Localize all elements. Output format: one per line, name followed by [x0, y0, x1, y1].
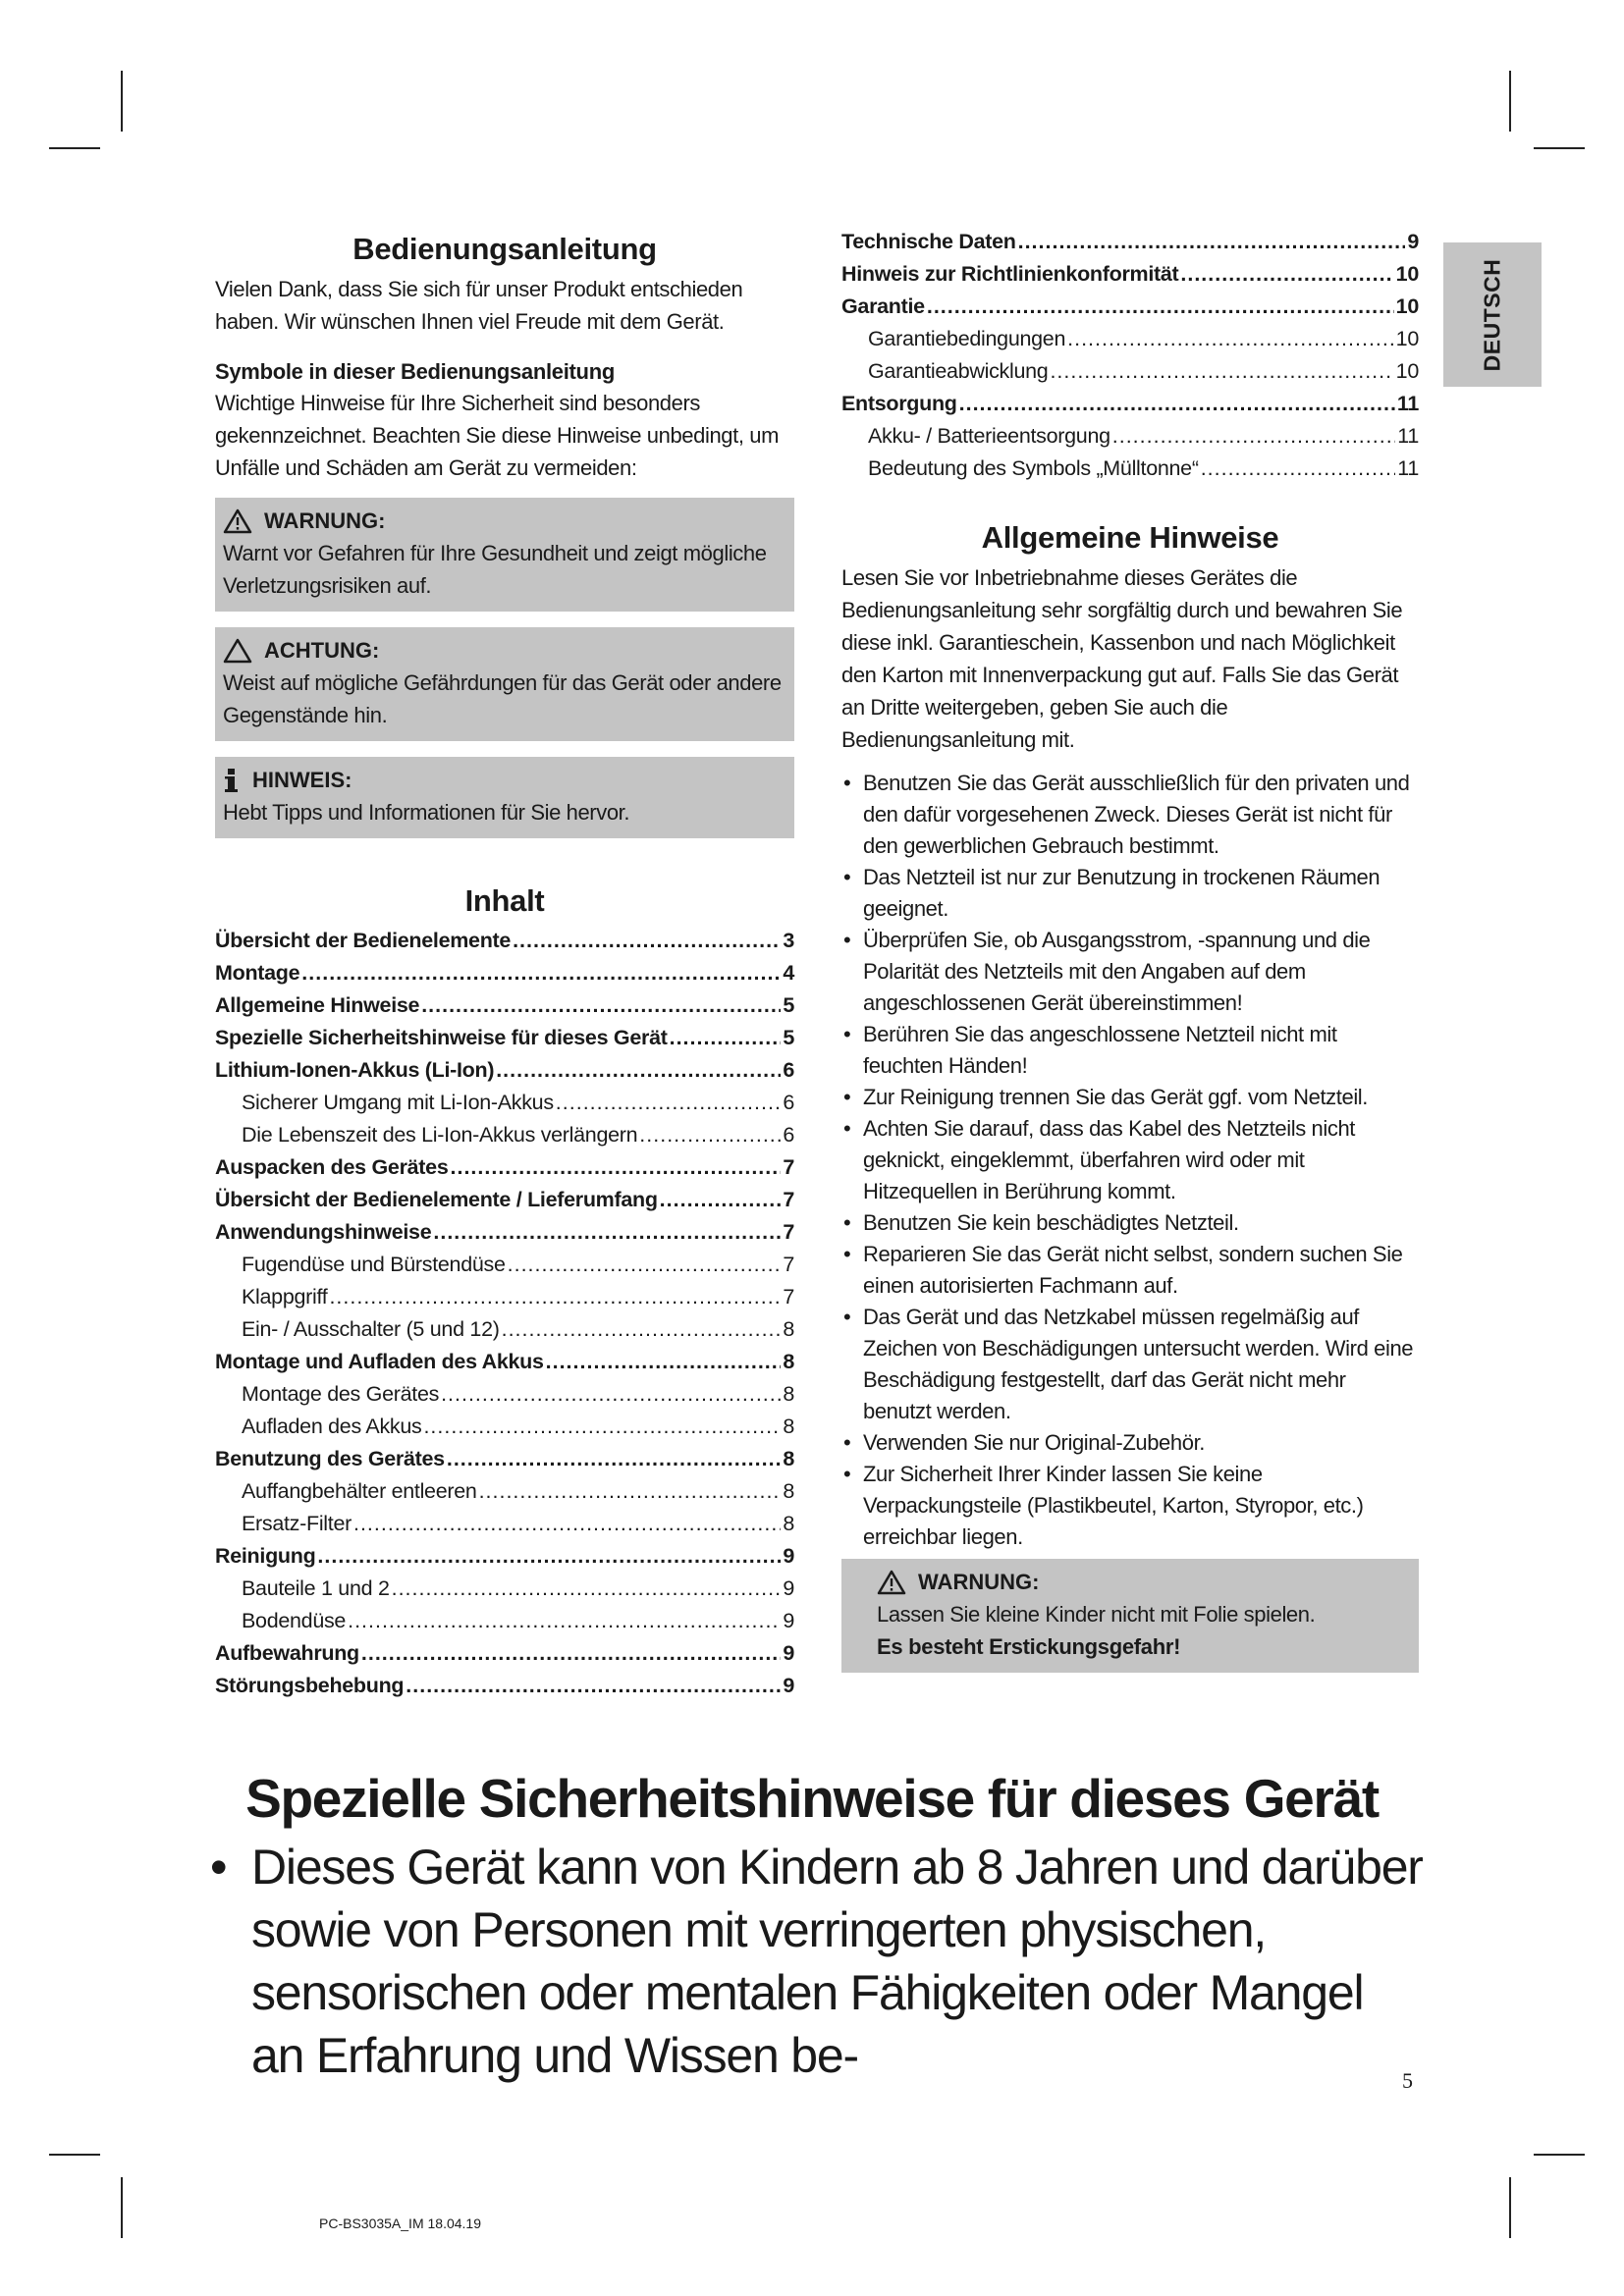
page-number: 5 [1402, 2068, 1413, 2093]
crop-mark [1534, 2154, 1585, 2156]
toc-entry-title: Allgemeine Hinweise [215, 993, 420, 1017]
child-warning-label: WARNUNG: [918, 1570, 1040, 1594]
toc-entry-title: Entsorgung [841, 392, 957, 415]
left-column [215, 232, 794, 1702]
toc-entry-page: 5 [783, 1026, 794, 1049]
toc-entry-page: 9 [783, 1544, 794, 1568]
toc-entry-page: 7 [783, 1155, 794, 1179]
toc-entry [841, 226, 1419, 258]
bullet-text: Überprüfen Sie, ob Ausgangsstrom, -spannung und die Polarität des Netzteils mit den Angaben auf dem angeschlossenen Gerät übereinstimmen! [863, 928, 1371, 1015]
toc-entry-page: 9 [1407, 230, 1419, 253]
toc-leader-dots [546, 1346, 782, 1378]
bullet-text: Zur Reinigung trennen Sie das Gerät ggf. vom Netzteil. [863, 1085, 1369, 1109]
right-column [841, 232, 1419, 1673]
toc-entry [215, 1378, 794, 1411]
toc-entry-page: 7 [783, 1188, 794, 1211]
toc-entry-title: Die Lebenszeit des Li-Ion-Akkus verlängern [242, 1123, 638, 1147]
toc-entry-page: 8 [783, 1350, 794, 1373]
child-warning-box [841, 1559, 1419, 1673]
bullet-text: Zur Sicherheit Ihrer Kinder lassen Sie keine Verpackungsteile (Plastikbeutel, Karton, Styropor, etc.) erreichbar liegen. [863, 1462, 1364, 1549]
toc-entry-page: 7 [783, 1285, 794, 1308]
symbols-text: Wichtige Hinweise für Ihre Sicherheit sind besonders gekennzeichnet. Beachten Sie diese Hinweise unbedingt, um Unfälle und Schäden am Gerät zu vermeiden: [215, 391, 780, 480]
toc-entry-page: 6 [783, 1058, 794, 1082]
symbols-title: Symbole in dieser Bedienungsanleitung [215, 359, 615, 384]
toc-entry-title: Montage und Aufladen des Akkus [215, 1350, 544, 1373]
toc-leader-dots [406, 1670, 781, 1702]
footer-print-info: PC-BS3035A_IM 18.04.19 [319, 2216, 481, 2231]
crop-mark [1534, 147, 1585, 149]
toc-leader-dots [1180, 258, 1393, 291]
toc-leader-dots [433, 1216, 781, 1249]
toc-entry-page: 9 [783, 1674, 794, 1697]
toc-entry-title: Sicherer Umgang mit Li-Ion-Akkus [242, 1091, 554, 1114]
toc-entry-page: 11 [1397, 456, 1419, 480]
toc-leader-dots [496, 1054, 781, 1087]
list-item [841, 862, 1419, 925]
toc-entry-title: Übersicht der Bedienelemente [215, 929, 512, 952]
general-title: Allgemeine Hinweise [981, 520, 1279, 555]
toc-entry-title: Bodendüse [242, 1609, 347, 1632]
toc-leader-dots [441, 1378, 781, 1411]
toc-leader-dots [447, 1443, 781, 1475]
toc-leader-dots [479, 1475, 782, 1508]
bullet-text: Das Netzteil ist nur zur Benutzung in trockenen Räumen geeignet. [863, 865, 1380, 921]
toc-entry-page: 9 [783, 1641, 794, 1665]
toc-entry [215, 1443, 794, 1475]
toc-leader-dots [508, 1249, 782, 1281]
toc-leader-dots [670, 1022, 782, 1054]
toc-leader-dots [639, 1119, 781, 1151]
crop-mark [1509, 2177, 1511, 2238]
toc-leader-dots [451, 1151, 782, 1184]
bullet-icon: • [843, 1085, 851, 1109]
bullet-text: Verwenden Sie nur Original-Zubehör. [863, 1430, 1205, 1455]
toc-entry-title: Bedeutung des Symbols „Mülltonne“ [868, 456, 1199, 480]
toc-entry-page: 10 [1395, 327, 1419, 350]
list-item [841, 1459, 1419, 1553]
toc-entry-page: 10 [1395, 294, 1419, 318]
caution-triangle-icon [223, 638, 252, 664]
list-item [841, 925, 1419, 1019]
toc-entry [215, 1022, 794, 1054]
child-warning-bold: Es besteht Erstickungsgefahr! [877, 1634, 1181, 1659]
toc-leader-dots [353, 1508, 781, 1540]
toc-leader-dots [301, 957, 781, 989]
toc-entry [215, 1151, 794, 1184]
toc-entry-page: 10 [1395, 262, 1419, 286]
toc-entry-title: Auffangbehälter entleeren [242, 1479, 477, 1503]
toc-entry-title: Akku- / Batterieentsorgung [868, 424, 1110, 448]
toc-entry-page: 8 [783, 1382, 794, 1406]
toc-entry-page: 9 [783, 1576, 794, 1600]
special-safety-list [210, 1836, 1428, 2087]
bullet-icon: • [843, 1116, 851, 1141]
toc-title: Inhalt [464, 883, 545, 918]
crop-mark [1509, 71, 1511, 132]
toc-entry-title: Montage des Gerätes [242, 1382, 440, 1406]
toc-entry [215, 1313, 794, 1346]
toc-entry [215, 1249, 794, 1281]
crop-mark [49, 2154, 100, 2156]
toc-entry [841, 453, 1419, 485]
toc-entry-page: 8 [783, 1415, 794, 1438]
toc-entry-title: Ein- / Ausschalter (5 und 12) [242, 1317, 500, 1341]
toc-entry-page: 9 [783, 1609, 794, 1632]
toc-entry [215, 1216, 794, 1249]
toc-entry-title: Aufbewahrung [215, 1641, 359, 1665]
note-box [215, 757, 794, 838]
toc-entry-page: 11 [1396, 392, 1419, 415]
toc-leader-dots [1067, 323, 1394, 355]
toc-list-left [215, 925, 794, 1702]
toc-entry-title: Garantiebedingungen [868, 327, 1066, 350]
toc-entry-title: Technische Daten [841, 230, 1016, 253]
toc-entry [841, 291, 1419, 323]
note-box-title [223, 765, 786, 796]
toc-entry-title: Hinweis zur Richtlinienkonformität [841, 262, 1179, 286]
toc-entry-page: 8 [783, 1512, 794, 1535]
toc-entry-page: 10 [1395, 359, 1419, 383]
general-intro: Lesen Sie vor Inbetriebnahme dieses Gerätes die Bedienungsanleitung sehr sorgfältig durch und bewahren Sie diese inkl. Garantieschein, Kassenbon und nach Möglichkeit den Karton mit Innenverpackung gut auf. Falls Sie das Gerät an Dritte weitergeben, geben Sie auch die Bedienungsanleitung mit. [841, 565, 1403, 752]
note-label: HINWEIS: [252, 768, 352, 792]
toc-entry-title: Lithium-Ionen-Akkus (Li-Ion) [215, 1058, 495, 1082]
toc-entry [841, 388, 1419, 420]
toc-entry [841, 355, 1419, 388]
list-item [841, 1427, 1419, 1459]
toc-leader-dots [1201, 453, 1396, 485]
toc-leader-dots [348, 1605, 781, 1637]
bullet-icon: • [843, 928, 851, 952]
bullet-icon: • [843, 1242, 851, 1266]
toc-entry-title: Garantie [841, 294, 925, 318]
child-warning-title [877, 1567, 1411, 1598]
toc-entry-title: Aufladen des Akkus [242, 1415, 422, 1438]
toc-entry [215, 1670, 794, 1702]
warning-label: WARNUNG: [264, 508, 386, 533]
toc-entry-title: Bauteile 1 und 2 [242, 1576, 390, 1600]
toc-entry [215, 1573, 794, 1605]
toc-leader-dots [421, 989, 781, 1022]
toc-entry [215, 1281, 794, 1313]
warning-triangle-icon [877, 1570, 906, 1595]
manual-intro: Vielen Dank, dass Sie sich für unser Produkt entschieden haben. Wir wünschen Ihnen viel Freude mit dem Gerät. [215, 277, 743, 334]
toc-entry-title: Anwendungshinweise [215, 1220, 432, 1244]
toc-entry [215, 1540, 794, 1573]
toc-entry-page: 6 [783, 1123, 794, 1147]
toc-entry-title: Klappgriff [242, 1285, 328, 1308]
toc-entry-page: 6 [783, 1091, 794, 1114]
list-item [841, 768, 1419, 862]
toc-entry-title: Übersicht der Bedienelemente / Lieferumfang [215, 1188, 658, 1211]
toc-entry-title: Reinigung [215, 1544, 316, 1568]
bullet-text: Berühren Sie das angeschlossene Netzteil nicht mit feuchten Händen! [863, 1022, 1337, 1078]
toc-leader-dots [1112, 420, 1396, 453]
toc-leader-dots [513, 925, 781, 957]
toc-entry [215, 1475, 794, 1508]
caution-box [215, 627, 794, 741]
bullet-text: Achten Sie darauf, dass das Kabel des Netzteils nicht geknickt, eingeklemmt, überfahren wird oder mit Hitzequellen in Berührung kommt. [863, 1116, 1355, 1203]
toc-entry [215, 1087, 794, 1119]
toc-entry-page: 4 [783, 961, 794, 985]
caution-label: ACHTUNG: [264, 638, 380, 663]
bullet-text: Reparieren Sie das Gerät nicht selbst, sondern suchen Sie einen autorisierten Fachmann auf. [863, 1242, 1403, 1298]
toc-entry [215, 925, 794, 957]
toc-leader-dots [556, 1087, 782, 1119]
warning-box-title [223, 506, 786, 537]
toc-entry-title: Fugendüse und Bürstendüse [242, 1253, 506, 1276]
toc-leader-dots [423, 1411, 781, 1443]
bullet-icon: • [843, 1022, 851, 1046]
bullet-text: Benutzen Sie das Gerät ausschließlich für den privaten und den dafür vorgesehenen Zweck. Dieses Gerät ist nicht für den gewerblichen Gebrauch bestimmt. [863, 771, 1410, 858]
language-tab-label: DEUTSCH [1479, 258, 1505, 371]
toc-entry-page: 7 [783, 1220, 794, 1244]
bullet-text: Das Gerät und das Netzkabel müssen regelmäßig auf Zeichen von Beschädigungen untersucht werden. Wird eine Beschädigung festgestellt, darf das Gerät nicht mehr benutzt werden. [863, 1305, 1414, 1423]
special-bullet-text: Dieses Gerät kann von Kindern ab 8 Jahren und darüber sowie von Personen mit verringerten physischen, sensorischen oder mentalen Fähigkeiten oder Mangel an Erfahrung und Wissen be- [251, 1840, 1423, 2083]
toc-entry [215, 1411, 794, 1443]
list-item [841, 1302, 1419, 1427]
warning-box [215, 498, 794, 612]
note-text: Hebt Tipps und Informationen für Sie hervor. [223, 800, 630, 825]
toc-entry-title: Ersatz-Filter [242, 1512, 352, 1535]
toc-entry-page: 8 [783, 1317, 794, 1341]
list-item [210, 1836, 1428, 2087]
toc-leader-dots [927, 291, 1394, 323]
toc-entry-title: Störungsbehebung [215, 1674, 405, 1697]
toc-entry-page: 3 [783, 929, 794, 952]
bullet-icon: • [843, 865, 851, 889]
crop-mark [121, 2177, 123, 2238]
special-safety-title: Spezielle Sicherheitshinweise für dieses Gerät [245, 1768, 1379, 1829]
manual-title: Bedienungsanleitung [352, 232, 657, 266]
toc-entry [215, 1346, 794, 1378]
caution-text: Weist auf mögliche Gefährdungen für das Gerät oder andere Gegenstände hin. [223, 670, 782, 727]
toc-entry-title: Montage [215, 961, 300, 985]
toc-entry-title: Auspacken des Gerätes [215, 1155, 449, 1179]
toc-leader-dots [329, 1281, 781, 1313]
toc-entry [215, 1637, 794, 1670]
general-bullet-list [841, 768, 1419, 1553]
warning-triangle-icon [223, 508, 252, 534]
info-icon [223, 768, 241, 793]
crop-mark [49, 147, 100, 149]
toc-leader-dots [1050, 355, 1393, 388]
toc-entry [215, 957, 794, 989]
toc-entry-page: 7 [783, 1253, 794, 1276]
toc-leader-dots [361, 1637, 781, 1670]
list-item [841, 1113, 1419, 1207]
toc-entry [215, 1184, 794, 1216]
toc-entry [215, 989, 794, 1022]
toc-entry-page: 5 [783, 993, 794, 1017]
toc-entry [215, 1054, 794, 1087]
toc-entry-title: Benutzung des Gerätes [215, 1447, 445, 1470]
toc-leader-dots [392, 1573, 782, 1605]
toc-entry-title: Garantieabwicklung [868, 359, 1049, 383]
bullet-text: Benutzen Sie kein beschädigtes Netzteil. [863, 1210, 1239, 1235]
toc-entry-page: 8 [783, 1479, 794, 1503]
toc-entry [841, 323, 1419, 355]
toc-leader-dots [959, 388, 1395, 420]
toc-leader-dots [660, 1184, 782, 1216]
bullet-icon: • [210, 1840, 227, 1895]
toc-leader-dots [502, 1313, 782, 1346]
bullet-icon: • [843, 1430, 851, 1455]
toc-entry [841, 420, 1419, 453]
toc-entry [215, 1605, 794, 1637]
crop-mark [121, 71, 123, 132]
toc-entry-title: Spezielle Sicherheitshinweise für dieses Gerät [215, 1026, 668, 1049]
toc-entry [215, 1119, 794, 1151]
bullet-icon: • [843, 771, 851, 795]
list-item [841, 1019, 1419, 1082]
bullet-icon: • [843, 1210, 851, 1235]
bullet-icon: • [843, 1462, 851, 1486]
toc-list-right [841, 226, 1419, 485]
list-item [841, 1207, 1419, 1239]
bullet-icon: • [843, 1305, 851, 1329]
list-item [841, 1082, 1419, 1113]
list-item [841, 1239, 1419, 1302]
warning-text: Warnt vor Gefahren für Ihre Gesundheit und zeigt mögliche Verletzungsrisiken auf. [223, 541, 767, 598]
toc-entry [841, 258, 1419, 291]
toc-leader-dots [1018, 226, 1406, 258]
toc-entry-page: 8 [783, 1447, 794, 1470]
child-warning-text: Lassen Sie kleine Kinder nicht mit Folie spielen. [877, 1602, 1316, 1627]
toc-entry-page: 11 [1397, 424, 1419, 448]
toc-entry [215, 1508, 794, 1540]
language-tab [1443, 242, 1542, 387]
caution-box-title [223, 635, 786, 667]
toc-leader-dots [317, 1540, 781, 1573]
